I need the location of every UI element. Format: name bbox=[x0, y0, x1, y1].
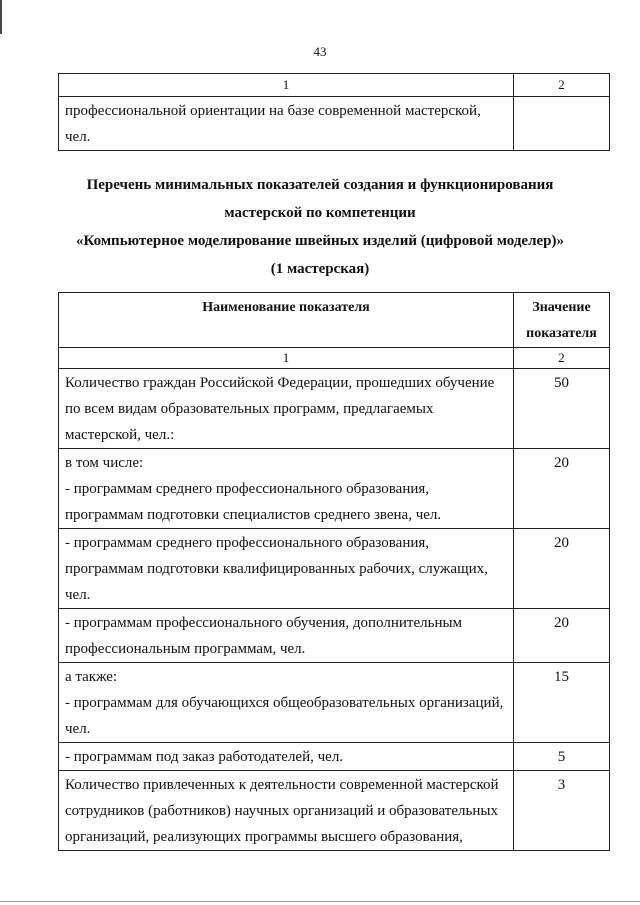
row-text: а также: - программам для обучающихся общеобразовательных организаций, чел. bbox=[65, 669, 504, 737]
row-text: в том числе: - программам среднего профессионального образования, программам подготовки специалистов среднего звена, чел. bbox=[65, 455, 442, 523]
row-value bbox=[514, 97, 610, 151]
heading-line: «Компьютерное моделирование швейных изделий (цифровой моделер)» bbox=[76, 233, 564, 249]
row-value: 20 bbox=[554, 455, 569, 471]
row-value: 50 bbox=[554, 375, 569, 391]
section-heading bbox=[0, 171, 640, 283]
row-text: - программам профессионального обучения, дополнительным профессиональным программам, чел. bbox=[65, 615, 463, 657]
header-name: Наименование показателя bbox=[59, 293, 514, 348]
row-text: - программам под заказ работодателей, чел. bbox=[65, 749, 344, 765]
table-row bbox=[59, 663, 610, 743]
row-value: 3 bbox=[557, 777, 566, 793]
row-value: 20 bbox=[554, 535, 569, 551]
column-number-2: 2 bbox=[514, 74, 610, 97]
header-value: Значение показателя bbox=[514, 293, 610, 348]
heading-line: Перечень минимальных показателей создания и функционирования bbox=[86, 177, 554, 193]
row-value: 15 bbox=[554, 669, 569, 685]
row-value: 20 bbox=[554, 615, 569, 631]
heading-line: (1 мастерская) bbox=[270, 261, 370, 277]
column-number-1: 1 bbox=[59, 74, 514, 97]
table-row bbox=[59, 771, 610, 851]
indicators-table bbox=[58, 292, 610, 851]
header-row bbox=[59, 293, 610, 348]
column-number-2: 2 bbox=[514, 348, 610, 369]
continued-table bbox=[58, 73, 610, 151]
table-row bbox=[59, 97, 610, 151]
table-row bbox=[59, 609, 610, 663]
column-number-1: 1 bbox=[59, 348, 514, 369]
page-bottom-edge bbox=[0, 901, 640, 902]
page-number: 43 bbox=[313, 44, 327, 59]
table-row bbox=[59, 529, 610, 609]
heading-line: мастерской по компетенции bbox=[224, 205, 416, 221]
row-text: Количество привлеченных к деятельности современной мастерской сотрудников (работников) научных организаций и образовательных организаций, реализующих программы высшего образования, bbox=[65, 777, 499, 845]
row-value: 5 bbox=[557, 749, 566, 765]
column-number-row bbox=[59, 74, 610, 97]
table-row bbox=[59, 743, 610, 771]
row-text: Количество граждан Российской Федерации, прошедших обучение по всем видам образовательных программ, предлагаемых мастерской, чел.: bbox=[65, 375, 495, 443]
row-text: - программам среднего профессионального образования, программам подготовки квалифицированных рабочих, служащих, чел. bbox=[65, 535, 488, 603]
left-edge-mark bbox=[0, 0, 2, 34]
column-number-row bbox=[59, 348, 610, 369]
table-row bbox=[59, 449, 610, 529]
table-row bbox=[59, 369, 610, 449]
row-text: профессиональной ориентации на базе современной мастерской, чел. bbox=[65, 103, 481, 145]
